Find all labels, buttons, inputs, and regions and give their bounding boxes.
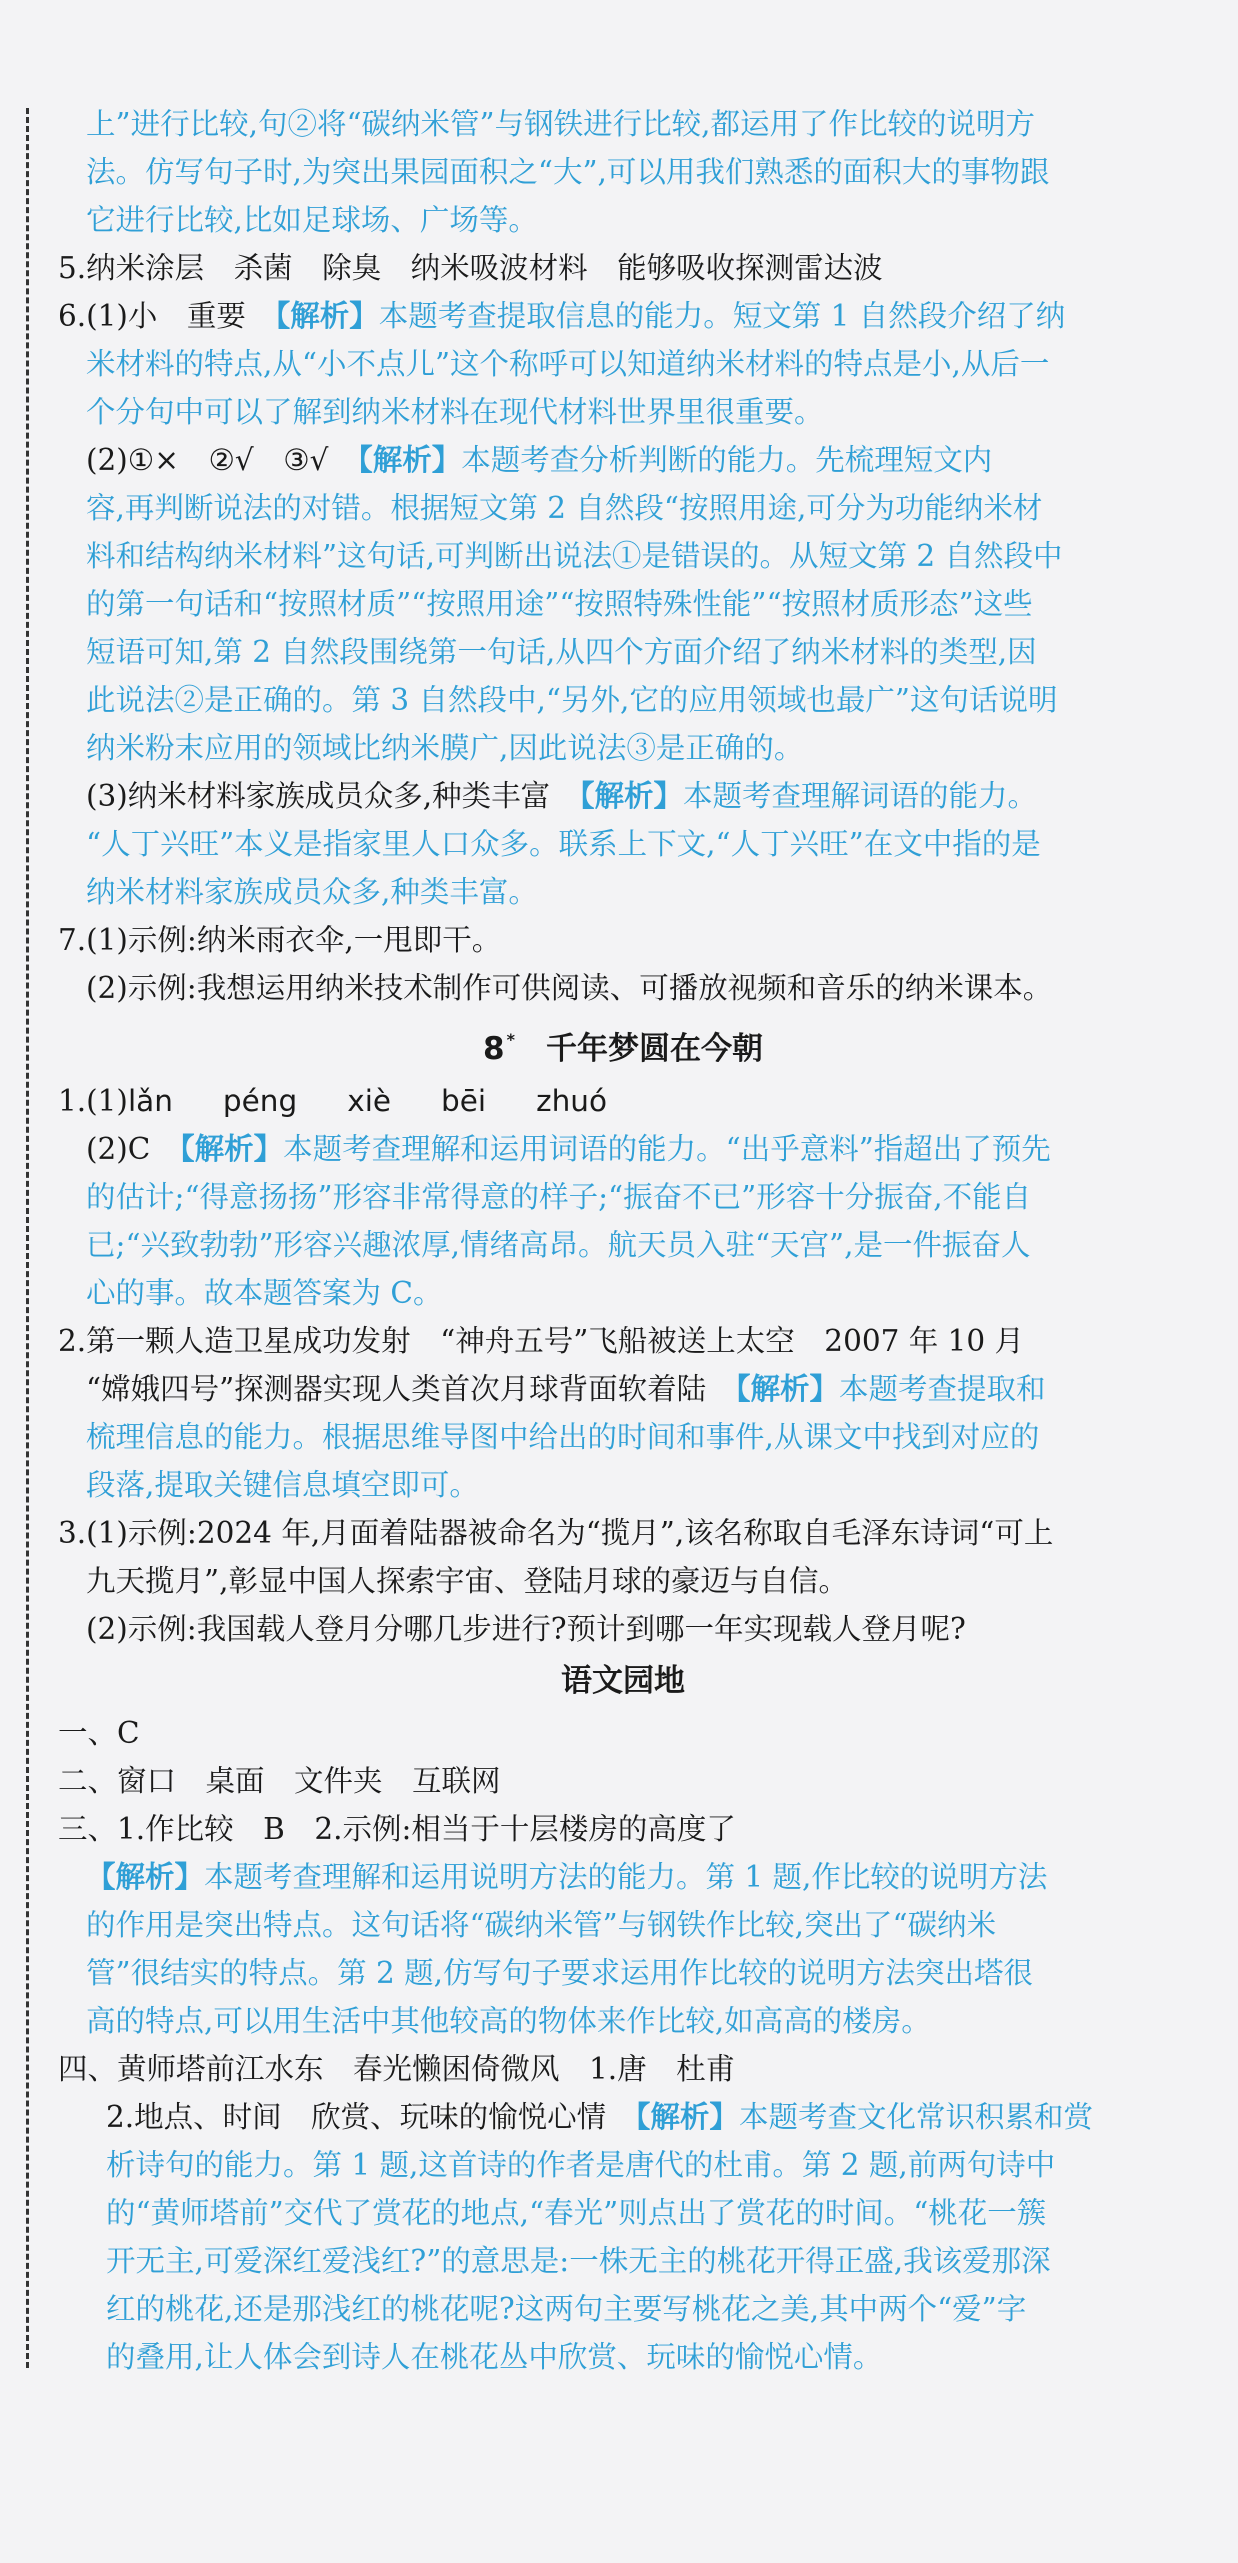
analysis-text: 本题考查理解和运用说明方法的能力。第 1 题,作比较的说明方法 xyxy=(204,1860,1048,1894)
pinyin: bēi xyxy=(441,1084,487,1118)
analysis-tag: 【解析】 xyxy=(579,778,683,813)
answer-text: (2)C xyxy=(86,1132,151,1166)
analysis-tag: 【解析】 xyxy=(86,1859,205,1894)
answer-part-1: 一、C xyxy=(58,1716,140,1750)
answer-2: 2.第一颗人造卫星成功发射 “神舟五号”飞船被送上太空 2007 年 10 月 xyxy=(58,1324,1025,1358)
analysis-line xyxy=(58,1853,1188,1901)
text-line: 的叠用,让人体会到诗人在桃花丛中欣赏、玩味的愉悦心情。 xyxy=(106,2340,883,2374)
text-line: 九天揽月”,彰显中国人探索宇宙、登陆月球的豪迈与自信。 xyxy=(86,1564,848,1598)
text-line: 纳米材料家族成员众多,种类丰富。 xyxy=(86,875,538,909)
analysis-tag: 【解析】 xyxy=(357,442,462,477)
answer-part-4: 四、黄师塔前江水东 春光懒困倚微风 1.唐 杜甫 xyxy=(58,2052,736,2086)
text-line: 析诗句的能力。第 1 题,这首诗的作者是唐代的杜甫。第 2 题,前两句诗中 xyxy=(106,2148,1056,2182)
text-line: 的第一句话和“按照材质”“按照用途”“按照特殊性能”“按照材质形态”这些 xyxy=(86,587,1033,621)
text-line: 红的桃花,还是那浅红的桃花呢?这两句主要写桃花之美,其中两个“爱”字 xyxy=(106,2292,1027,2326)
text-line: 它进行比较,比如足球场、广场等。 xyxy=(86,203,538,237)
analysis-text: 本题考查提取信息的能力。短文第 1 自然段介绍了纳 xyxy=(378,299,1066,333)
answer-text: (3)纳米材料家族成员众多,种类丰富 xyxy=(86,779,551,813)
pinyin: péng xyxy=(222,1084,298,1118)
text-line: 段落,提取关键信息填空即可。 xyxy=(86,1468,479,1502)
lesson-name: 千年梦圆在今朝 xyxy=(545,1031,763,1067)
answer-part-3: 三、1.作比较 B 2.示例:相当于十层楼房的高度了 xyxy=(58,1812,736,1846)
text-line: 法。仿写句子时,为突出果园面积之“大”,可以用我们熟悉的面积大的事物跟 xyxy=(86,155,1050,189)
text-line: 高的特点,可以用生活中其他较高的物体来作比较,如高高的楼房。 xyxy=(86,2004,931,2038)
text-line: 开无主,可爱深红爱浅红?”的意思是:一株无主的桃花开得正盛,我该爱那深 xyxy=(106,2244,1051,2278)
text-line: 短语可知,第 2 自然段围绕第一句话,从四个方面介绍了纳米材料的类型,因 xyxy=(86,635,1037,669)
text-line: 纳米粉末应用的领域比纳米膜广,因此说法③是正确的。 xyxy=(86,731,804,765)
text-line: 米材料的特点,从“小不点儿”这个称呼可以知道纳米材料的特点是小,从后一 xyxy=(86,347,1050,381)
analysis-tag: 【解析】 xyxy=(735,1371,839,1406)
answer-5: 5.纳米涂层 杀菌 除臭 纳米吸波材料 能够吸收探测雷达波 xyxy=(58,251,883,285)
text-line: 的作用是突出特点。这句话将“碳纳米管”与钢铁作比较,突出了“碳纳米 xyxy=(86,1908,997,1942)
analysis-tag: 【解析】 xyxy=(635,2099,739,2134)
answer-6-3 xyxy=(58,772,1188,820)
text-line: “人丁兴旺”本义是指家里人口众多。联系上下文,“人丁兴旺”在文中指的是 xyxy=(86,827,1041,861)
answer-text: 2.地点、时间 欣赏、玩味的愉悦心情 xyxy=(106,2100,607,2134)
analysis-text: 本题考查分析判断的能力。先梳理短文内 xyxy=(461,443,993,477)
text-line: 上”进行比较,句②将“碳纳米管”与钢铁进行比较,都运用了作比较的说明方 xyxy=(86,107,1035,141)
answer-7-2: (2)示例:我想运用纳米技术制作可供阅读、可播放视频和音乐的纳米课本。 xyxy=(86,971,1053,1005)
answer-1-1 xyxy=(58,1077,1188,1125)
text-line: 个分句中可以了解到纳米材料在现代材料世界里很重要。 xyxy=(86,395,824,429)
answer-6-2 xyxy=(58,436,1188,484)
lesson-star: * xyxy=(506,1030,515,1049)
text-line: 管”很结实的特点。第 2 题,仿写句子要求运用作比较的说明方法突出塔很 xyxy=(86,1956,1033,1990)
answer-3-1: 3.(1)示例:2024 年,月面着陆器被命名为“揽月”,该名称取自毛泽东诗词“可上 xyxy=(58,1516,1054,1550)
text-line: 料和结构纳米材料”这句话,可判断出说法①是错误的。从短文第 2 自然段中 xyxy=(86,539,1063,573)
answer-text: 6.(1)小 重要 xyxy=(58,299,246,333)
pinyin: zhuó xyxy=(536,1084,608,1118)
answer-1-2 xyxy=(58,1125,1188,1173)
analysis-text: 本题考查理解词语的能力。 xyxy=(682,779,1037,813)
lesson-number: 8 xyxy=(483,1031,505,1067)
text-line: 容,再判断说法的对错。根据短文第 2 自然段“按照用途,可分为功能纳米材 xyxy=(86,491,1043,525)
section-title: 语文园地 xyxy=(561,1663,685,1699)
analysis-text: 本题考查理解和运用词语的能力。“出乎意料”指超出了预先 xyxy=(283,1132,1051,1166)
text-line: 梳理信息的能力。根据思维导图中给出的时间和事件,从课文中找到对应的 xyxy=(86,1420,1040,1454)
answer-text: 1.(1) xyxy=(58,1084,128,1118)
answer-key-page xyxy=(58,100,1188,2381)
answer-text: “嫦娥四号”探测器实现人类首次月球背面软着陆 xyxy=(86,1372,707,1406)
answer-3-2: (2)示例:我国载人登月分哪几步进行?预计到哪一年实现载人登月呢? xyxy=(86,1612,966,1646)
answer-part-2: 二、窗口 桌面 文件夹 互联网 xyxy=(58,1764,501,1798)
text-line: 的“黄师塔前”交代了赏花的地点,“春光”则点出了赏花的时间。“桃花一簇 xyxy=(106,2196,1047,2230)
text-line: 的估计;“得意扬扬”形容非常得意的样子;“振奋不已”形容十分振奋,不能自 xyxy=(86,1180,1032,1214)
analysis-tag: 【解析】 xyxy=(275,298,379,333)
text-line: 已;“兴致勃勃”形容兴趣浓厚,情绪高昂。航天员入驻“天宫”,是一件振奋人 xyxy=(86,1228,1031,1262)
analysis-text: 本题考查提取和 xyxy=(838,1372,1046,1406)
answer-part-4-2 xyxy=(58,2093,1188,2141)
pinyin: xiè xyxy=(347,1084,392,1118)
answer-7-1: 7.(1)示例:纳米雨衣伞,一甩即干。 xyxy=(58,923,502,957)
text-line: 此说法②是正确的。第 3 自然段中,“另外,它的应用领域也最广”这句话说明 xyxy=(86,683,1058,717)
margin-dashed-line xyxy=(26,108,29,2368)
lesson-title xyxy=(58,1012,1188,1077)
analysis-text: 本题考查文化常识积累和赏 xyxy=(738,2100,1093,2134)
analysis-tag: 【解析】 xyxy=(179,1131,284,1166)
answer-2-cont xyxy=(58,1365,1188,1413)
answer-6-1 xyxy=(58,292,1188,340)
text-line: 心的事。故本题答案为 C。 xyxy=(86,1276,443,1310)
pinyin: lǎn xyxy=(127,1084,173,1118)
answer-text: (2)①× ②√ ③√ xyxy=(86,443,329,477)
